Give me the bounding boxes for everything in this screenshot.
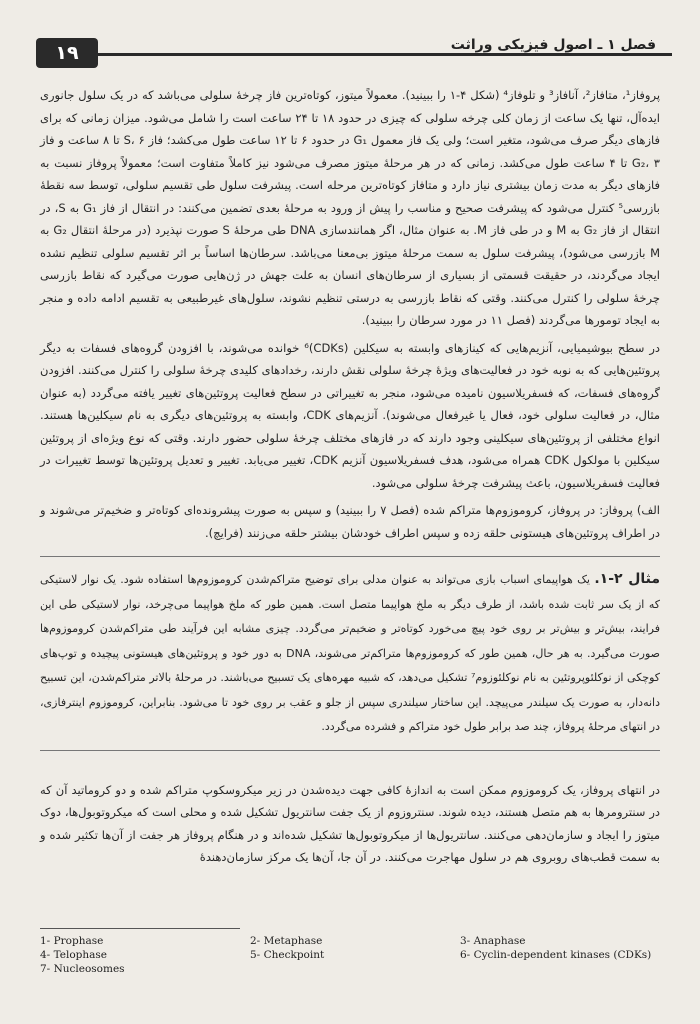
paragraph-prophase: الف) پروفاز: در پروفاز، کروموزوم‌ها متراکم شده (فصل ۷ را ببینید) و سپس به صورت پیشرونده‌ای کوتاه‌تر و ضخیم‌تر می‌شوند و در اطراف پروتئین‌های هیستونی حلقه زده و سپس اطراف خودشان بیشتر حلقه می‌زنند (فرایچ).: [40, 503, 660, 540]
footnote-item: 1- Prophase: [40, 935, 104, 947]
footnote-rule: [40, 928, 240, 929]
paragraph-centrosome: در انتهای پروفاز، یک کروموزوم ممکن است به اندازهٔ کافی جهت دیده‌شدن در زیر میکروسکوپ متراکم شده و دو کروماتید آن که در سنترومرها به هم متصل هستند، دیده شوند. سنتروزوم از یک جفت سانتریول تشکیل شده و محلی است که میکروتوبول‌ها، دوک میتوز را ایجاد و سازمان‌دهی می‌کنند. سانتریول‌ها از میکروتوبول‌ها تشکیل شده‌اند و در هنگام پروفاز هر جفت از آن‌ها تکثیر شده و به سمت قطب‌های روبروی هم در سلول مهاجرت می‌کنند. در آن جا، آن‌ها یک مرکز سازمان‌دهندهٔ: [40, 782, 660, 864]
example-box: [40, 556, 660, 751]
footnotes: [40, 928, 660, 975]
footnote-list: [40, 935, 660, 975]
footnote-item: 7- Nucleosomes: [40, 963, 125, 975]
header-rule: [98, 53, 672, 56]
page-number: ۱۹: [36, 38, 98, 68]
footnote-item: 5- Checkpoint: [250, 949, 325, 961]
spacer: [40, 765, 660, 779]
body-text: [40, 84, 660, 874]
paragraph-cell-cycle: پروفاز¹، متافاز²، آنافاز³ و تلوفاز⁴ (شکل ۴-۱ را ببینید). معمولاً میتوز، کوتاه‌ترین فاز چرخهٔ سلولی می‌باشد که در یک سلول جانوری ایده‌آل، تنها یک ساعت از زمان کلی چرخه سلولی که چیزی در حدود ۱۸ تا ۲۴ ساعت است را شامل می‌شود. میزان زمانی که برای فازهای دیگر صرف می‌شود، متغیر است؛ ولی یک فاز معمول G₁ در حدود ۶ تا ۱۲ ساعت طول می‌کشد؛ فاز S، ۶ تا ۸ ساعت و فاز G₂، ۳ تا ۴ ساعت طول می‌کشد. زمانی که در هر مرحلهٔ میتوز مصرف می‌شود نیز کاملاً متفاوت است؛ معمولاً پروفاز نسبت به فازهای دیگر به مدت زمان بیشتری نیاز دارد و متافاز کوتاه‌ترین مرحله است. پیشرفت سلول طی تقسیم سلولی، توسط سه نقطهٔ بازرسی⁵ کنترل می‌شود که پیشرفت صحیح و مناسب را پیش از ورود به مرحلهٔ بعدی تضمین می‌کنند: در انتقال از فاز G₁ به S، در انتقال از فاز G₂ به M و در طی فاز M. به عنوان مثال، اگر همانندسازی DNA طی مرحلهٔ S صورت نپذیرد (در مرحلهٔ انتقال G₂ به M بازرسی می‌شود)، پیشرفت سلول به سمت مرحلهٔ میتوز بی‌معنا می‌باشد. سرطان‌ها اساساً بر اثر تقسیم سلولی تنظیم نشده ایجاد می‌گردند، در حقیقت قسمتی از بسیاری از سرطان‌های انسان به علت جهش در ژن‌هایی صورت می‌گیرد که نقاط بازرسی چرخهٔ سلولی را کنترل می‌کنند. وقتی که نقاط بازرسی به درستی تنظیم نشوند، سلول‌های غیرطبیعی به تقسیم ادامه داده و منجر به ایجاد تومورها می‌گردند (فصل ۱۱ در مورد سرطان را ببینید).: [40, 88, 661, 327]
example-text: یک هواپیمای اسباب بازی می‌تواند به عنوان مدلی برای توضیح متراکم‌شدن کروموزوم‌ها استفاده شود. یک نوار لاستیکی که از یک سر ثابت شده باشد، از طرف دیگر به ملخ هواپیما متصل است. همین طور که ملخ هواپیما می‌چرخد، نوار لاستیکی طی این فرایند، بیش‌تر و بیش‌تر بر روی خود پیچ می‌خورد کوتاه‌تر و ضخیم‌تر می‌گردد. چیزی مشابه این فرآیند طی متراکم‌شدن کروموزوم‌ها صورت می‌گیرد. به هر حال، همین طور که کروموزوم‌ها متراکم‌تر می‌شوند، DNA به دور خود و پروتئین‌های هیستونی پیچیده و توپ‌های کوچکی از نوکلئوپروتئین به نام نوکلئوزوم⁷ تشکیل می‌دهد، که شبیه مهره‌های یک تسبیح می‌باشند. در مرحلهٔ بالاتر متراکم‌شدن، این تسبیح دانه‌دار، به صورت یک سیلندر می‌پیچد. این ساختار سیلندری سپس از جلو و عقب بر روی خود تا می‌شود. بنابراین، کروموزوم اینترفازی، در انتهای مرحلهٔ پروفاز، چند صد برابر طول خود متراکم و فشرده می‌گردد.: [40, 573, 660, 733]
page-header: [36, 38, 672, 72]
example-title: مثال ۲-۱.: [594, 571, 661, 587]
footnote-item: 3- Anaphase: [460, 935, 526, 947]
footnote-item: 4- Telophase: [40, 949, 107, 961]
paragraph-cdk: در سطح بیوشیمیایی، آنزیم‌هایی که کینازهای وابسته به سیکلین (CDKs)⁶ خوانده می‌شوند، با افزودن گروه‌های فسفات به دیگر پروتئین‌هایی که به نوبه خود در فعالیت‌های ویژهٔ چرخهٔ سلولی نقش دارند، رخدادهای کلیدی چرخهٔ سلولی را کنترل می‌کنند. افزودن گروه‌های فسفات، که فسفریلاسیون نامیده می‌شود، منجر به تغییراتی در سطح فعالیت پروتئین‌های تغییر یافته می‌گردد (به عنوان مثال، در فعالیت سلولی خود، فعال یا غیرفعال می‌شوند). آنزیم‌های CDK، وابسته به پروتئین‌های دیگری به نام سیکلین‌ها هستند. انواع مختلفی از پروتئین‌های سیکلینی وجود دارند که در فازهای مختلف چرخهٔ سلولی حضور دارند. وقتی که نوع ویژه‌ای از پروتئین سیکلین با مولکول CDK همراه می‌شود، هدف فسفریلاسیون آنزیم CDK، تغییر می‌یابد. تغییر و تعدیل پروتئین‌ها توسط تغییرات در فعالیت فسفریلاسیون، باعث پیشرفت چرخهٔ سلولی می‌شود.: [40, 340, 661, 490]
chapter-title: فصل ۱ ـ اصول فیزیکی وراثت: [443, 37, 664, 53]
footnote-item: 6- Cyclin-dependent kinases (CDKs): [460, 949, 652, 961]
footnote-item: 2- Metaphase: [250, 935, 323, 947]
